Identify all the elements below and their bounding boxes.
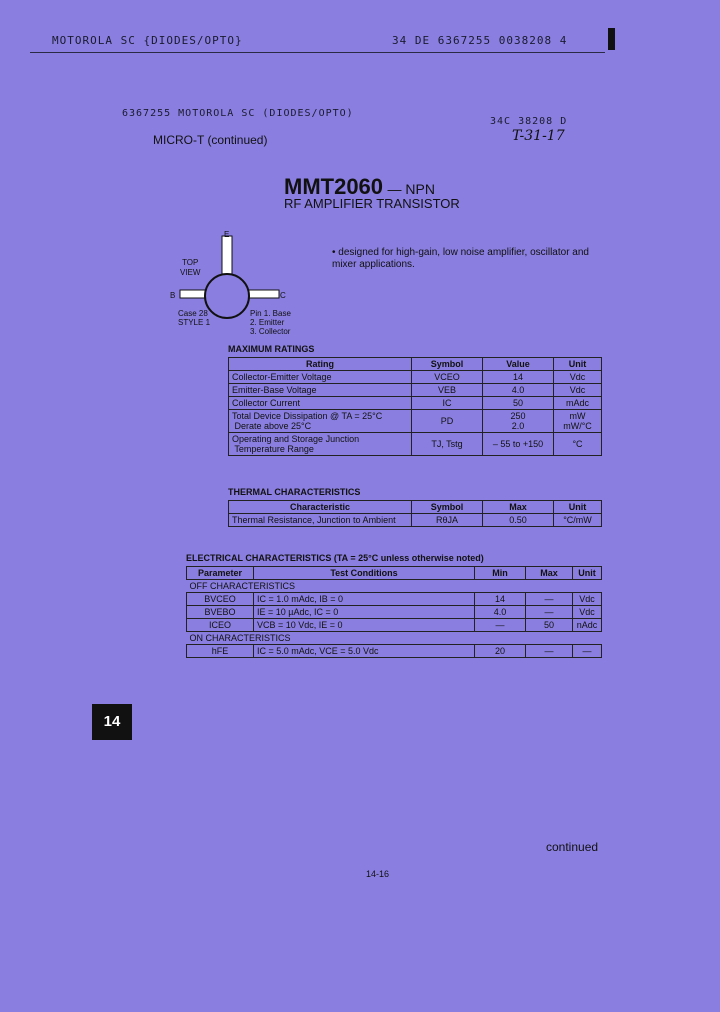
header-bar-mark <box>608 28 615 50</box>
unit-cell: Vdc <box>554 384 602 397</box>
parameter-cell: BVEBO <box>187 606 254 619</box>
pin-list: Pin 1. Base 2. Emitter 3. Collector <box>250 309 291 336</box>
col-value: Value <box>483 358 554 371</box>
collector-lead <box>247 290 279 298</box>
min-cell: 20 <box>475 645 526 658</box>
max-ratings-title: MAXIMUM RATINGS <box>228 344 315 354</box>
value-cell: – 55 to +150 <box>483 433 554 456</box>
unit-cell: mAdc <box>554 397 602 410</box>
electrical-title: ELECTRICAL CHARACTERISTICS (TA = 25°C unless otherwise noted) <box>186 553 484 563</box>
max-cell: 0.50 <box>483 514 554 527</box>
thermal-title: THERMAL CHARACTERISTICS <box>228 487 361 497</box>
top-header-left: MOTOROLA SC {DIODES/OPTO} <box>52 34 243 47</box>
col-max: Max <box>526 567 573 580</box>
rating-cell: Collector-Emitter Voltage <box>229 371 412 384</box>
lead-e-label: E <box>224 230 230 239</box>
col-unit: Unit <box>554 501 602 514</box>
part-description: RF AMPLIFIER TRANSISTOR <box>284 196 460 211</box>
page-number: 14-16 <box>366 869 390 879</box>
package-body <box>205 274 249 318</box>
min-cell: — <box>475 619 526 632</box>
table-row <box>187 593 602 606</box>
conditions-cell: IC = 1.0 mAdc, IB = 0 <box>254 593 475 606</box>
emitter-lead <box>222 236 232 276</box>
col-unit: Unit <box>573 567 602 580</box>
value-cell: 50 <box>483 397 554 410</box>
section-label: MICRO-T (continued) <box>153 133 268 147</box>
table-row <box>229 514 602 527</box>
sub-header-right: 34C 38208 D <box>490 116 568 127</box>
sub-header-left: 6367255 MOTOROLA SC (DIODES/OPTO) <box>122 108 354 119</box>
rating-cell: Collector Current <box>229 397 412 410</box>
symbol-cell: PD <box>412 410 483 433</box>
value-cell: 4.0 <box>483 384 554 397</box>
unit-cell: °C/mW <box>554 514 602 527</box>
on-characteristics-title: ON CHARACTERISTICS <box>187 632 602 645</box>
min-cell: 4.0 <box>475 606 526 619</box>
conditions-cell: VCB = 10 Vdc, IE = 0 <box>254 619 475 632</box>
unit-cell: mW mW/°C <box>554 410 602 433</box>
rating-cell: Total Device Dissipation @ TA = 25°C Derate above 25°C <box>229 410 412 433</box>
symbol-cell: IC <box>412 397 483 410</box>
max-cell: — <box>526 645 573 658</box>
feature-text: designed for high-gain, low noise amplifier, oscillator and mixer applications. <box>332 247 589 270</box>
lead-b-label: B <box>170 291 176 300</box>
table-row <box>229 433 602 456</box>
col-symbol: Symbol <box>412 358 483 371</box>
unit-cell: nAdc <box>573 619 602 632</box>
value-cell: 250 2.0 <box>483 410 554 433</box>
col-rating: Rating <box>229 358 412 371</box>
col-parameter: Parameter <box>187 567 254 580</box>
col-min: Min <box>475 567 526 580</box>
rating-cell: Emitter-Base Voltage <box>229 384 412 397</box>
table-row <box>187 645 602 658</box>
bullet-icon: • <box>332 247 336 258</box>
symbol-cell: VEB <box>412 384 483 397</box>
electrical-table <box>186 566 602 658</box>
symbol-cell: TJ, Tstg <box>412 433 483 456</box>
unit-cell: Vdc <box>573 593 602 606</box>
top-view-label: TOP VIEW <box>180 258 201 277</box>
parameter-cell: BVCEO <box>187 593 254 606</box>
thermal-table <box>228 500 602 527</box>
max-cell: — <box>526 606 573 619</box>
part-type: — NPN <box>387 181 435 197</box>
off-characteristics-title: OFF CHARACTERISTICS <box>187 580 602 593</box>
max-cell: — <box>526 593 573 606</box>
case-label: Case 28 STYLE 1 <box>178 309 211 327</box>
continued-label: continued <box>546 840 599 854</box>
col-max: Max <box>483 501 554 514</box>
table-row <box>229 384 602 397</box>
col-characteristic: Characteristic <box>229 501 412 514</box>
header-rule <box>30 52 605 53</box>
min-cell: 14 <box>475 593 526 606</box>
unit-cell: Vdc <box>554 371 602 384</box>
unit-cell: — <box>573 645 602 658</box>
symbol-cell: RθJA <box>412 514 483 527</box>
col-symbol: Symbol <box>412 501 483 514</box>
rating-cell: Operating and Storage Junction Temperature Range <box>229 433 412 456</box>
symbol-cell: VCEO <box>412 371 483 384</box>
table-row <box>229 397 602 410</box>
section-tab: 14 <box>92 704 132 740</box>
table-row <box>229 410 602 433</box>
unit-cell: °C <box>554 433 602 456</box>
feature-bullet <box>332 247 602 271</box>
unit-cell: Vdc <box>573 606 602 619</box>
table-row <box>229 371 602 384</box>
col-unit: Unit <box>554 358 602 371</box>
conditions-cell: IC = 5.0 mAdc, VCE = 5.0 Vdc <box>254 645 475 658</box>
top-header-right: 34 DE 6367255 0038208 4 <box>392 34 568 47</box>
max-ratings-table <box>228 357 602 456</box>
conditions-cell: IE = 10 µAdc, IC = 0 <box>254 606 475 619</box>
table-row <box>187 619 602 632</box>
parameter-cell: hFE <box>187 645 254 658</box>
col-test-conditions: Test Conditions <box>254 567 475 580</box>
handwritten-note: T-31-17 <box>512 128 565 144</box>
max-cell: 50 <box>526 619 573 632</box>
lead-c-label: C <box>280 291 286 300</box>
characteristic-cell: Thermal Resistance, Junction to Ambient <box>229 514 412 527</box>
parameter-cell: ICEO <box>187 619 254 632</box>
part-number: MMT2060 <box>284 174 384 199</box>
value-cell: 14 <box>483 371 554 384</box>
table-row <box>187 606 602 619</box>
